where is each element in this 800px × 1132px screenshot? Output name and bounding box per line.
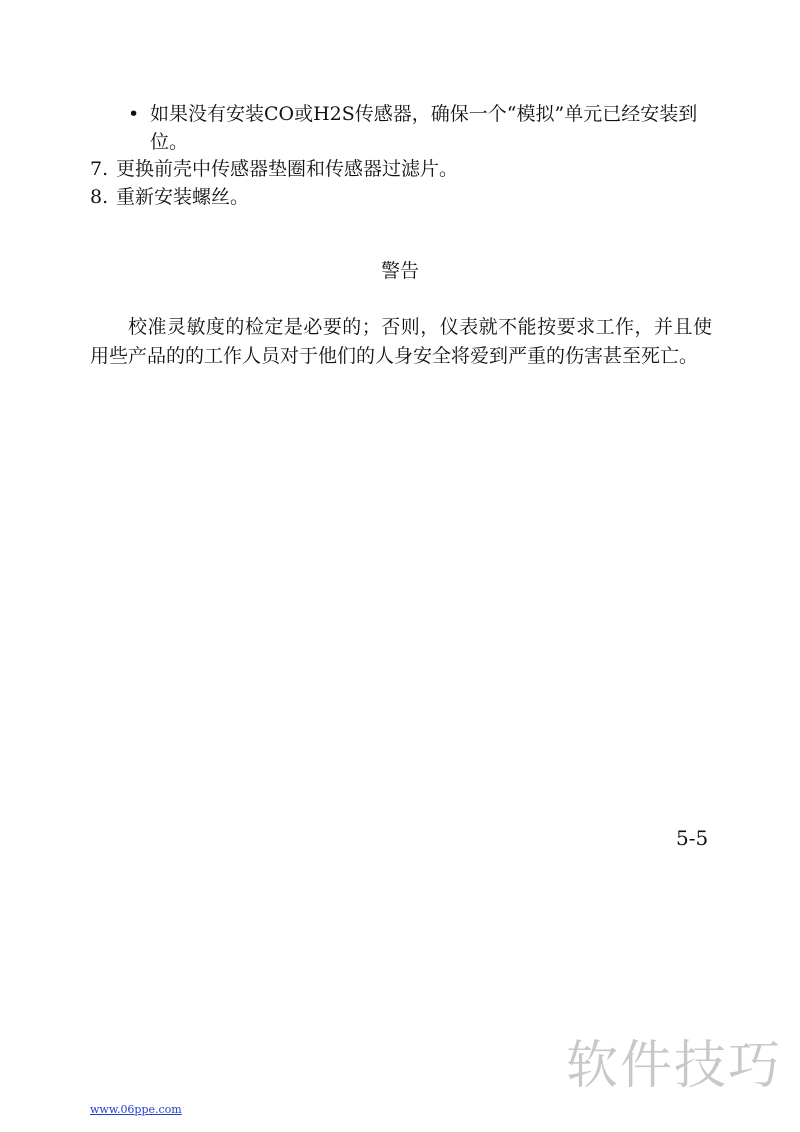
warning-body: 校准灵敏度的检定是必要的；否则，仪表就不能按要求工作，并且使用些产品的的工作人员对于他们的人身安全将爱到严重的伤害甚至死亡。 <box>90 316 712 367</box>
footer-link[interactable]: www.06ppe.com <box>90 1103 182 1116</box>
step-number: 7. <box>90 158 109 180</box>
step-text: 重新安装螺丝。 <box>116 186 250 208</box>
step-item-8 <box>90 183 249 211</box>
warning-title: 警告 <box>380 260 419 282</box>
step-text: 更换前壳中传感器垫圈和传感器过滤片。 <box>116 158 459 180</box>
page-number: 5-5 <box>676 826 709 850</box>
watermark: 软件技巧 <box>566 1036 783 1096</box>
bullet-marker: • <box>128 103 140 125</box>
bullet-text: 如果没有安装CO或H2S传感器，确保一个“模拟”单元已经安装到位。 <box>150 103 698 153</box>
step-item-7 <box>90 155 458 183</box>
bullet-item <box>128 100 718 156</box>
step-number: 8. <box>90 186 109 208</box>
